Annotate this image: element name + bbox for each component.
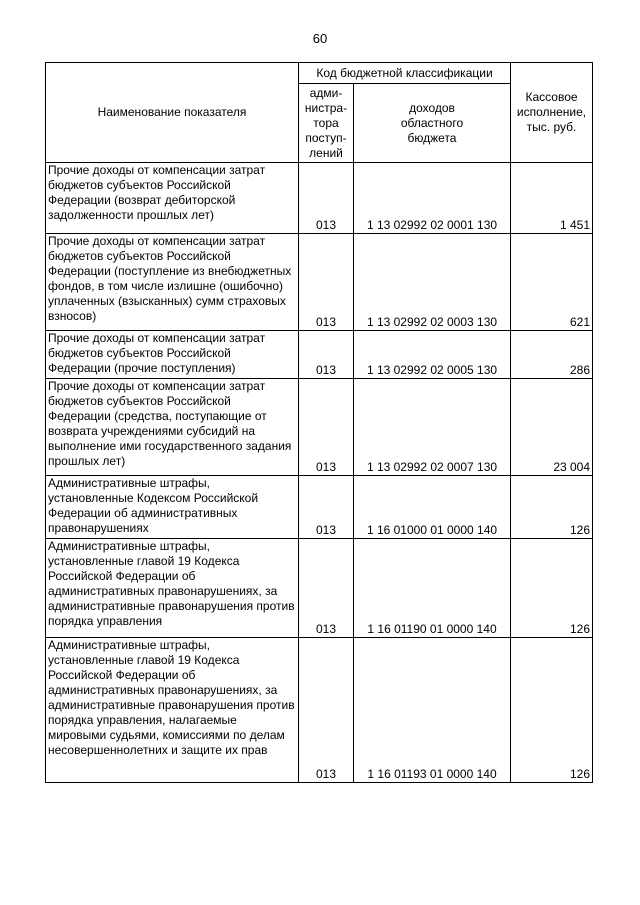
table-row xyxy=(46,476,593,539)
row-administrator-code: 013 xyxy=(299,476,354,539)
row-cash-amount: 126 xyxy=(511,638,593,783)
table-row xyxy=(46,379,593,476)
row-administrator-code: 013 xyxy=(299,539,354,638)
row-indicator-name: Административные штрафы, установленные главой 19 Кодекса Российской Федерации об административных правонарушениях, за административные правонарушения против порядка управления xyxy=(46,539,299,638)
row-revenue-code: 1 16 01000 01 0000 140 xyxy=(354,476,511,539)
row-cash-amount: 286 xyxy=(511,331,593,379)
row-revenue-code: 1 13 02992 02 0003 130 xyxy=(354,234,511,331)
row-administrator-code: 013 xyxy=(299,379,354,476)
header-budget-code-group: Код бюджетной классификации xyxy=(299,63,511,84)
row-revenue-code: 1 13 02992 02 0007 130 xyxy=(354,379,511,476)
row-revenue-code: 1 16 01193 01 0000 140 xyxy=(354,638,511,783)
table-row xyxy=(46,234,593,331)
header-indicator-name: Наименование показателя xyxy=(46,63,299,163)
header-administrator-text: адми- нистра- тора поступ- лений xyxy=(304,85,348,160)
row-administrator-code: 013 xyxy=(299,638,354,783)
table-row xyxy=(46,163,593,234)
table-row xyxy=(46,331,593,379)
row-revenue-code: 1 13 02992 02 0001 130 xyxy=(354,163,511,234)
table-row xyxy=(46,638,593,783)
row-administrator-code: 013 xyxy=(299,163,354,234)
row-cash-amount: 126 xyxy=(511,539,593,638)
row-indicator-name: Прочие доходы от компенсации затрат бюджетов субъектов Российской Федерации (прочие поступления) xyxy=(46,331,299,379)
budget-revenue-table xyxy=(45,62,593,783)
row-indicator-name: Прочие доходы от компенсации затрат бюджетов субъектов Российской Федерации (поступление из внебюджетных фондов, в том числе излишне (ошибочно) уплаченных (взысканных) сумм страховых взносов) xyxy=(46,234,299,331)
row-revenue-code: 1 13 02992 02 0005 130 xyxy=(354,331,511,379)
row-revenue-code: 1 16 01190 01 0000 140 xyxy=(354,539,511,638)
row-administrator-code: 013 xyxy=(299,331,354,379)
row-cash-amount: 1 451 xyxy=(511,163,593,234)
header-revenue-code-text: доходов областного бюджета xyxy=(400,100,464,145)
row-indicator-name: Административные штрафы, установленные Кодексом Российской Федерации об административных правонарушениях xyxy=(46,476,299,539)
header-cash-execution-text: Кассовое исполнение, тыс. руб. xyxy=(516,90,587,134)
page-number: 60 xyxy=(312,31,328,46)
row-administrator-code: 013 xyxy=(299,234,354,331)
row-cash-amount: 23 004 xyxy=(511,379,593,476)
row-indicator-name: Прочие доходы от компенсации затрат бюджетов субъектов Российской Федерации (средства, поступающие от возврата учреждениями субсидий на выполнение ими государственного задания прошлых лет) xyxy=(46,379,299,476)
header-revenue-code xyxy=(354,84,511,163)
row-indicator-name: Прочие доходы от компенсации затрат бюджетов субъектов Российской Федерации (возврат дебиторской задолженности прошлых лет) xyxy=(46,163,299,234)
row-cash-amount: 126 xyxy=(511,476,593,539)
row-cash-amount: 621 xyxy=(511,234,593,331)
header-row-top xyxy=(46,63,593,84)
header-administrator xyxy=(299,84,354,163)
header-cash-execution xyxy=(511,63,593,163)
row-indicator-name: Административные штрафы, установленные главой 19 Кодекса Российской Федерации об административных правонарушениях, за административные правонарушения против порядка управления, налагаемые мировыми судьями, комиссиями по делам несовершеннолетних и защите их прав xyxy=(46,638,299,783)
table-row xyxy=(46,539,593,638)
